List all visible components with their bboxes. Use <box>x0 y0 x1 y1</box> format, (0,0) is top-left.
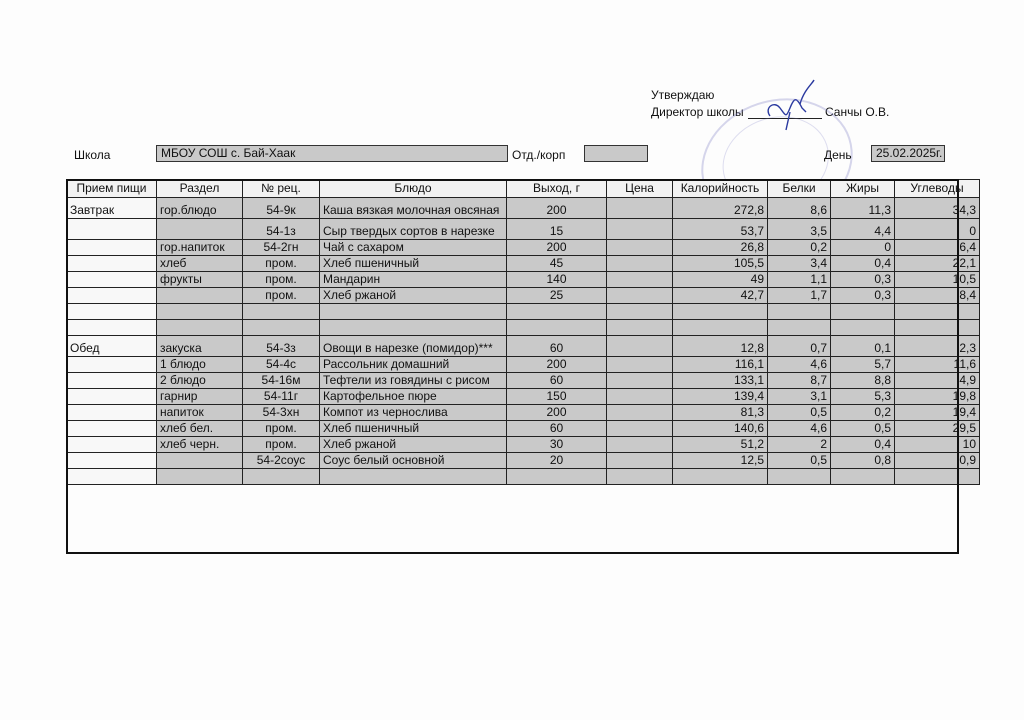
cell-protein: 0,2 <box>768 240 831 256</box>
cell-dish: Мандарин <box>320 272 507 288</box>
cell-carbs <box>895 469 980 485</box>
cell-fat: 5,3 <box>831 389 895 405</box>
cell-protein: 1,7 <box>768 288 831 304</box>
cell-dish: Хлеб ржаной <box>320 288 507 304</box>
column-header: Блюдо <box>320 180 507 198</box>
cell-kcal: 116,1 <box>673 357 768 373</box>
table-row <box>67 336 980 357</box>
cell-kcal <box>673 320 768 336</box>
cell-yield <box>507 469 607 485</box>
cell-fat <box>831 304 895 320</box>
cell-protein: 0,7 <box>768 336 831 357</box>
cell-dish: Картофельное пюре <box>320 389 507 405</box>
cell-section <box>157 288 243 304</box>
cell-meal <box>67 469 157 485</box>
cell-section: хлеб бел. <box>157 421 243 437</box>
cell-yield: 30 <box>507 437 607 453</box>
cell-carbs: 29,5 <box>895 421 980 437</box>
cell-dish: Компот из чернослива <box>320 405 507 421</box>
cell-section <box>157 304 243 320</box>
cell-kcal: 105,5 <box>673 256 768 272</box>
cell-fat: 8,8 <box>831 373 895 389</box>
cell-fat: 5,7 <box>831 357 895 373</box>
cell-kcal: 49 <box>673 272 768 288</box>
cell-dish: Соус белый основной <box>320 453 507 469</box>
table-header-row <box>67 180 980 198</box>
cell-kcal: 12,5 <box>673 453 768 469</box>
cell-recipe: 54-2соус <box>243 453 320 469</box>
column-header: № рец. <box>243 180 320 198</box>
cell-recipe: 54-1з <box>243 219 320 240</box>
cell-carbs: 11,6 <box>895 357 980 373</box>
cell-carbs: 6,4 <box>895 240 980 256</box>
cell-yield: 150 <box>507 389 607 405</box>
table-row <box>67 357 980 373</box>
cell-carbs: 19,4 <box>895 405 980 421</box>
cell-kcal <box>673 469 768 485</box>
cell-protein: 4,6 <box>768 421 831 437</box>
cell-protein <box>768 469 831 485</box>
table-row <box>67 437 980 453</box>
cell-recipe: 54-3з <box>243 336 320 357</box>
table-row <box>67 219 980 240</box>
cell-carbs: 8,4 <box>895 288 980 304</box>
cell-dish: Тефтели из говядины с рисом <box>320 373 507 389</box>
cell-fat: 0,8 <box>831 453 895 469</box>
cell-carbs <box>895 304 980 320</box>
day-field: 25.02.2025г. <box>871 145 945 162</box>
table-row <box>67 288 980 304</box>
cell-meal <box>67 357 157 373</box>
cell-meal <box>67 240 157 256</box>
cell-protein: 2 <box>768 437 831 453</box>
cell-meal: Обед <box>67 336 157 357</box>
cell-fat: 0,4 <box>831 256 895 272</box>
dept-field <box>584 145 648 162</box>
director-label: Директор школы <box>651 105 744 119</box>
cell-protein <box>768 320 831 336</box>
cell-dish: Каша вязкая молочная овсяная <box>320 198 507 219</box>
cell-recipe: 54-9к <box>243 198 320 219</box>
cell-section: закуска <box>157 336 243 357</box>
cell-protein: 0,5 <box>768 453 831 469</box>
cell-section: гор.напиток <box>157 240 243 256</box>
cell-dish: Хлеб пшеничный <box>320 256 507 272</box>
cell-fat: 4,4 <box>831 219 895 240</box>
cell-kcal: 140,6 <box>673 421 768 437</box>
table-row <box>67 304 980 320</box>
cell-dish <box>320 304 507 320</box>
cell-recipe: 54-3хн <box>243 405 320 421</box>
school-field: МБОУ СОШ с. Бай-Хаак <box>156 145 508 162</box>
cell-recipe <box>243 469 320 485</box>
cell-price <box>607 405 673 421</box>
column-header: Выход, г <box>507 180 607 198</box>
cell-carbs: 2,3 <box>895 336 980 357</box>
cell-kcal: 133,1 <box>673 373 768 389</box>
cell-price <box>607 469 673 485</box>
cell-protein: 8,7 <box>768 373 831 389</box>
cell-section: 2 блюдо <box>157 373 243 389</box>
cell-fat: 11,3 <box>831 198 895 219</box>
cell-price <box>607 198 673 219</box>
column-header: Калорийность <box>673 180 768 198</box>
cell-price <box>607 240 673 256</box>
cell-price <box>607 288 673 304</box>
cell-price <box>607 336 673 357</box>
cell-carbs: 19,8 <box>895 389 980 405</box>
cell-yield: 60 <box>507 421 607 437</box>
cell-dish: Хлеб ржаной <box>320 437 507 453</box>
cell-yield: 15 <box>507 219 607 240</box>
cell-fat: 0 <box>831 240 895 256</box>
cell-carbs: 34,3 <box>895 198 980 219</box>
cell-fat <box>831 320 895 336</box>
cell-fat: 0,4 <box>831 437 895 453</box>
cell-price <box>607 219 673 240</box>
cell-yield: 200 <box>507 198 607 219</box>
cell-dish: Сыр твердых сортов в нарезке <box>320 219 507 240</box>
table-row <box>67 421 980 437</box>
cell-price <box>607 373 673 389</box>
cell-meal <box>67 320 157 336</box>
cell-carbs: 10 <box>895 437 980 453</box>
table-row <box>67 256 980 272</box>
cell-price <box>607 357 673 373</box>
cell-kcal: 26,8 <box>673 240 768 256</box>
cell-yield: 45 <box>507 256 607 272</box>
cell-fat: 0,3 <box>831 272 895 288</box>
cell-price <box>607 272 673 288</box>
cell-yield: 140 <box>507 272 607 288</box>
cell-meal <box>67 219 157 240</box>
cell-fat: 0,2 <box>831 405 895 421</box>
cell-meal <box>67 304 157 320</box>
cell-protein: 1,1 <box>768 272 831 288</box>
cell-section: 1 блюдо <box>157 357 243 373</box>
cell-meal <box>67 373 157 389</box>
cell-section: фрукты <box>157 272 243 288</box>
cell-recipe <box>243 304 320 320</box>
cell-meal <box>67 389 157 405</box>
cell-price <box>607 421 673 437</box>
cell-recipe: пром. <box>243 437 320 453</box>
cell-price <box>607 453 673 469</box>
cell-dish <box>320 469 507 485</box>
dept-label: Отд./корп <box>512 148 566 162</box>
table-row <box>67 373 980 389</box>
column-header: Белки <box>768 180 831 198</box>
cell-meal: Завтрак <box>67 198 157 219</box>
cell-carbs: 10,5 <box>895 272 980 288</box>
cell-fat <box>831 469 895 485</box>
cell-kcal: 139,4 <box>673 389 768 405</box>
cell-fat: 0,3 <box>831 288 895 304</box>
cell-fat: 0,5 <box>831 421 895 437</box>
cell-yield: 200 <box>507 405 607 421</box>
cell-kcal: 12,8 <box>673 336 768 357</box>
column-header: Раздел <box>157 180 243 198</box>
cell-recipe: 54-4с <box>243 357 320 373</box>
cell-section <box>157 469 243 485</box>
cell-yield <box>507 320 607 336</box>
school-label: Школа <box>74 148 111 162</box>
table-row <box>67 389 980 405</box>
cell-carbs: 4,9 <box>895 373 980 389</box>
table-row <box>67 272 980 288</box>
cell-section: напиток <box>157 405 243 421</box>
cell-section <box>157 320 243 336</box>
cell-recipe <box>243 320 320 336</box>
cell-meal <box>67 453 157 469</box>
cell-yield: 200 <box>507 240 607 256</box>
cell-kcal: 42,7 <box>673 288 768 304</box>
cell-price <box>607 389 673 405</box>
cell-protein: 4,6 <box>768 357 831 373</box>
cell-carbs <box>895 320 980 336</box>
cell-carbs: 0 <box>895 219 980 240</box>
cell-yield <box>507 304 607 320</box>
table-row <box>67 453 980 469</box>
cell-section: гарнир <box>157 389 243 405</box>
table-row <box>67 240 980 256</box>
table-row <box>67 320 980 336</box>
cell-recipe: пром. <box>243 272 320 288</box>
column-header: Углеводы <box>895 180 980 198</box>
cell-price <box>607 320 673 336</box>
cell-price <box>607 304 673 320</box>
cell-recipe: 54-2гн <box>243 240 320 256</box>
cell-recipe: 54-11г <box>243 389 320 405</box>
cell-protein: 0,5 <box>768 405 831 421</box>
cell-section: гор.блюдо <box>157 198 243 219</box>
cell-dish: Рассольник домашний <box>320 357 507 373</box>
cell-protein <box>768 304 831 320</box>
cell-kcal: 53,7 <box>673 219 768 240</box>
cell-meal <box>67 437 157 453</box>
director-name: Санчы О.В. <box>825 105 890 119</box>
cell-yield: 60 <box>507 336 607 357</box>
menu-table <box>66 179 980 485</box>
cell-section <box>157 453 243 469</box>
cell-protein: 3,5 <box>768 219 831 240</box>
cell-recipe: 54-16м <box>243 373 320 389</box>
cell-dish: Хлеб пшеничный <box>320 421 507 437</box>
cell-dish: Чай с сахаром <box>320 240 507 256</box>
cell-section: хлеб <box>157 256 243 272</box>
table-row <box>67 198 980 219</box>
cell-section: хлеб черн. <box>157 437 243 453</box>
column-header: Жиры <box>831 180 895 198</box>
cell-yield: 20 <box>507 453 607 469</box>
cell-price <box>607 256 673 272</box>
cell-recipe: пром. <box>243 421 320 437</box>
cell-carbs: 22,1 <box>895 256 980 272</box>
approval-title: Утверждаю <box>651 88 715 102</box>
column-header: Цена <box>607 180 673 198</box>
cell-price <box>607 437 673 453</box>
cell-yield: 25 <box>507 288 607 304</box>
cell-yield: 200 <box>507 357 607 373</box>
cell-recipe: пром. <box>243 256 320 272</box>
cell-dish <box>320 320 507 336</box>
cell-recipe: пром. <box>243 288 320 304</box>
table-row <box>67 469 980 485</box>
cell-protein: 8,6 <box>768 198 831 219</box>
cell-meal <box>67 405 157 421</box>
cell-kcal <box>673 304 768 320</box>
cell-kcal: 81,3 <box>673 405 768 421</box>
cell-section <box>157 219 243 240</box>
cell-carbs: 0,9 <box>895 453 980 469</box>
cell-dish: Овощи в нарезке (помидор)*** <box>320 336 507 357</box>
cell-fat: 0,1 <box>831 336 895 357</box>
column-header: Прием пищи <box>67 180 157 198</box>
cell-meal <box>67 256 157 272</box>
day-label: День <box>824 148 852 162</box>
cell-protein: 3,1 <box>768 389 831 405</box>
cell-protein: 3,4 <box>768 256 831 272</box>
cell-meal <box>67 421 157 437</box>
table-row <box>67 405 980 421</box>
cell-kcal: 51,2 <box>673 437 768 453</box>
cell-meal <box>67 272 157 288</box>
cell-meal <box>67 288 157 304</box>
cell-kcal: 272,8 <box>673 198 768 219</box>
cell-yield: 60 <box>507 373 607 389</box>
table-body <box>67 198 980 485</box>
